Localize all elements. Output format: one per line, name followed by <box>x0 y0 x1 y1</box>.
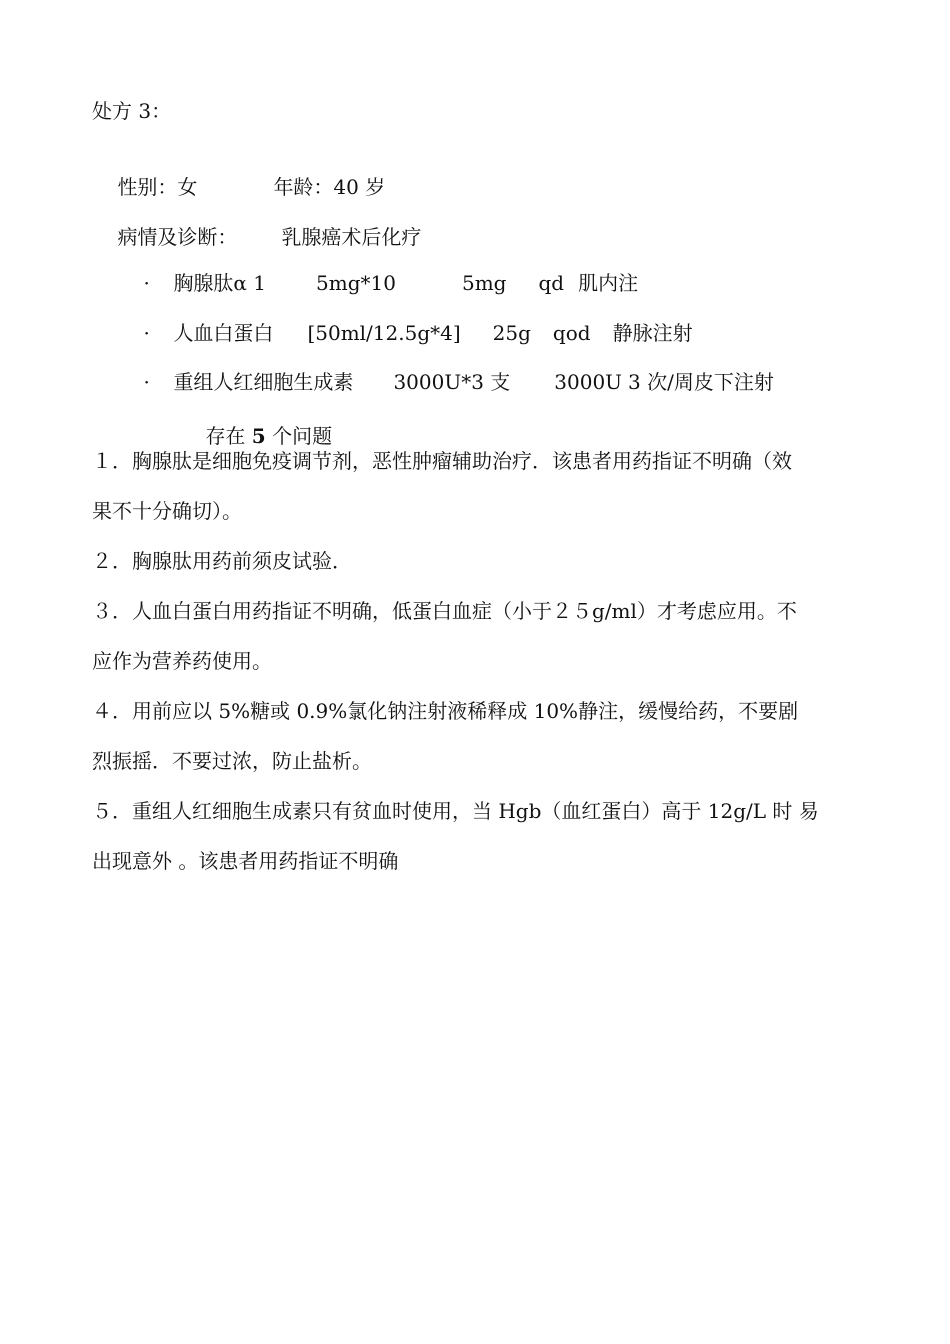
age-text: 年龄：40 岁 <box>273 175 386 199</box>
drug-name: 人血白蛋白 <box>173 321 274 345</box>
bullet-icon: · <box>143 271 150 295</box>
drug-route: 静脉注射 <box>612 321 693 345</box>
drug-route: 皮下注射 <box>693 370 774 394</box>
problem-item-1-line2: 果不十分确切）。 <box>92 499 242 523</box>
drug-dose: 5mg <box>461 271 507 295</box>
diagnosis-label: 病情及诊断： <box>117 225 238 249</box>
problems-heading-suffix: 个问题 <box>272 424 333 448</box>
problems-heading-prefix: 存在 <box>205 424 246 448</box>
problem-item-4-line2: 烈振摇．不要过浓，防止盐析。 <box>92 749 372 773</box>
problem-item-5-line1: ５．重组人红细胞生成素只有贫血时使用，当 Hgb（血红蛋白）高于 12g/L 时 易 <box>92 799 819 823</box>
problem-item-2-line1: ２．胸腺肽用药前须皮试验． <box>92 549 352 573</box>
drug-name: 重组人红细胞生成素 <box>173 370 354 394</box>
diagnosis-value: 乳腺癌术后化疗 <box>281 225 422 249</box>
drug-frequency: 3 次/周 <box>628 370 694 394</box>
drug-frequency: qod <box>552 321 591 345</box>
problem-item-4-line1: ４．用前应以 5%糖或 0.9%氯化钠注射液稀释成 10%静注，缓慢给药，不要剧 <box>92 699 799 723</box>
drug-dose: 25g <box>492 321 531 345</box>
gender-text: 性别：女 <box>117 175 198 199</box>
drug-spec: 5mg*10 <box>316 271 396 295</box>
bullet-icon: · <box>143 321 150 345</box>
problem-item-3-line2: 应作为营养药使用。 <box>92 649 272 673</box>
problem-item-1-line1: １．胸腺肽是细胞免疫调节剂，恶性肿瘤辅助治疗．该患者用药指证不明确（效 <box>92 449 792 473</box>
prescription-title: 处方 3： <box>92 99 172 123</box>
drug-spec: 3000U*3 支 <box>393 370 511 394</box>
bullet-icon: · <box>143 370 150 394</box>
drug-frequency: qd <box>538 271 565 295</box>
drug-route: 肌内注 <box>578 271 639 295</box>
drug-spec: [50ml/12.5g*4] <box>307 321 461 345</box>
problems-count: 5 <box>251 424 266 448</box>
drug-dose: 3000U <box>554 370 623 394</box>
problem-item-3-line1: ３．人血白蛋白用药指证不明确，低蛋白血症（小于２５g/ml）才考虑应用。不 <box>92 599 797 623</box>
problem-item-5-line2: 出现意外 。该患者用药指证不明确 <box>92 849 399 873</box>
drug-name: 胸腺肽α 1 <box>173 271 267 295</box>
